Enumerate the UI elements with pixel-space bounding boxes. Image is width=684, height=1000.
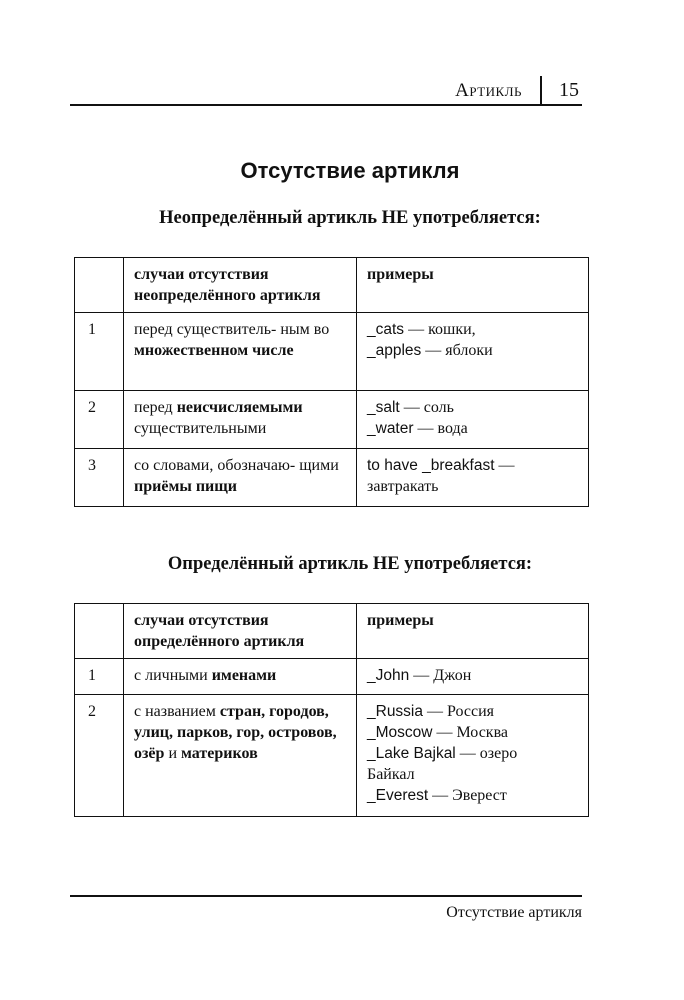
table-header-row bbox=[75, 258, 589, 313]
example-translation: завтракать bbox=[367, 478, 439, 495]
case-emphasis: множественном числе bbox=[134, 342, 294, 359]
example-english: _Everest bbox=[367, 787, 429, 804]
examples-cell bbox=[357, 391, 589, 449]
row-number: 2 bbox=[75, 391, 124, 449]
example-line bbox=[367, 476, 579, 497]
example-english: _cats bbox=[367, 321, 405, 338]
case-cell bbox=[124, 659, 357, 695]
header-num-cell bbox=[75, 258, 124, 313]
example-translation: Байкал bbox=[367, 766, 415, 783]
header-examples-cell: примеры bbox=[357, 604, 589, 659]
header-divider bbox=[540, 76, 542, 104]
table-row bbox=[75, 313, 589, 391]
case-text: перед существитель- ным во bbox=[134, 321, 330, 338]
case-emphasis: стран, городов, улиц, парков, гор, островов, озёр bbox=[134, 703, 337, 762]
example-line bbox=[367, 764, 579, 785]
examples-cell bbox=[357, 695, 589, 817]
case-cell bbox=[124, 313, 357, 391]
table-header-row bbox=[75, 604, 589, 659]
example-english: _Moscow bbox=[367, 724, 433, 741]
footer-running-title: Отсутствие артикля bbox=[446, 904, 582, 921]
example-english: _Russia bbox=[367, 703, 423, 720]
page-number: 15 bbox=[559, 79, 579, 101]
example-translation: — Москва bbox=[432, 724, 509, 741]
example-translation: — Россия bbox=[423, 703, 495, 720]
table-row bbox=[75, 449, 589, 507]
indefinite-article-heading: Неопределённый артикль НЕ употребляется: bbox=[159, 208, 541, 228]
example-line bbox=[367, 455, 579, 476]
table-row bbox=[75, 695, 589, 817]
example-line bbox=[367, 418, 579, 439]
case-text: со словами, обозначаю- щими bbox=[134, 457, 339, 474]
footer-rule bbox=[70, 895, 582, 897]
row-number: 2 bbox=[75, 695, 124, 817]
example-english: _water bbox=[367, 420, 414, 437]
example-english: _apples bbox=[367, 342, 422, 359]
page-header bbox=[70, 76, 582, 104]
example-english: _John bbox=[367, 667, 410, 684]
page-title: Отсутствие артикля bbox=[240, 158, 460, 183]
example-translation: — кошки, bbox=[404, 321, 476, 338]
example-line bbox=[367, 397, 579, 418]
header-case-cell: случаи отсутствия неопределённого артикля bbox=[124, 258, 357, 313]
example-line bbox=[367, 340, 579, 361]
case-cell bbox=[124, 695, 357, 817]
example-english: to have _breakfast bbox=[367, 457, 495, 474]
row-number: 3 bbox=[75, 449, 124, 507]
example-translation: — соль bbox=[399, 399, 454, 416]
table-row bbox=[75, 391, 589, 449]
table-row bbox=[75, 659, 589, 695]
case-text: с личными bbox=[134, 667, 212, 684]
examples-cell bbox=[357, 313, 589, 391]
case-text: перед bbox=[134, 399, 177, 416]
definite-article-table bbox=[74, 603, 589, 817]
row-number: 1 bbox=[75, 659, 124, 695]
header-examples-cell: примеры bbox=[357, 258, 589, 313]
example-translation: — Джон bbox=[409, 667, 472, 684]
example-english: _salt bbox=[367, 399, 400, 416]
example-translation: — озеро bbox=[455, 745, 518, 762]
example-line bbox=[367, 701, 579, 722]
header-case-cell: случаи отсутствия определённого артикля bbox=[124, 604, 357, 659]
example-translation: — Эверест bbox=[428, 787, 507, 804]
example-line bbox=[367, 665, 579, 686]
example-line bbox=[367, 319, 579, 340]
example-translation: — вода bbox=[413, 420, 468, 437]
header-num-cell bbox=[75, 604, 124, 659]
definite-article-heading: Определённый артикль НЕ употребляется: bbox=[167, 554, 533, 574]
example-translation: — яблоки bbox=[421, 342, 493, 359]
example-line bbox=[367, 743, 579, 764]
running-title: Артикль bbox=[455, 80, 522, 101]
header-rule bbox=[70, 104, 582, 106]
row-number: 1 bbox=[75, 313, 124, 391]
example-translation: — bbox=[494, 457, 515, 474]
case-text: и bbox=[164, 745, 181, 762]
case-cell bbox=[124, 391, 357, 449]
case-emphasis: приёмы пищи bbox=[134, 478, 237, 495]
case-text: существительными bbox=[134, 420, 267, 437]
indefinite-article-table bbox=[74, 257, 589, 507]
case-emphasis: неисчисляемыми bbox=[176, 399, 303, 416]
example-line bbox=[367, 722, 579, 743]
case-cell bbox=[124, 449, 357, 507]
example-line bbox=[367, 785, 579, 806]
case-emphasis: именами bbox=[211, 667, 277, 684]
examples-cell bbox=[357, 659, 589, 695]
example-english: _Lake Bajkal bbox=[367, 745, 456, 762]
case-emphasis: материков bbox=[181, 745, 258, 762]
case-text: с названием bbox=[134, 703, 220, 720]
examples-cell bbox=[357, 449, 589, 507]
